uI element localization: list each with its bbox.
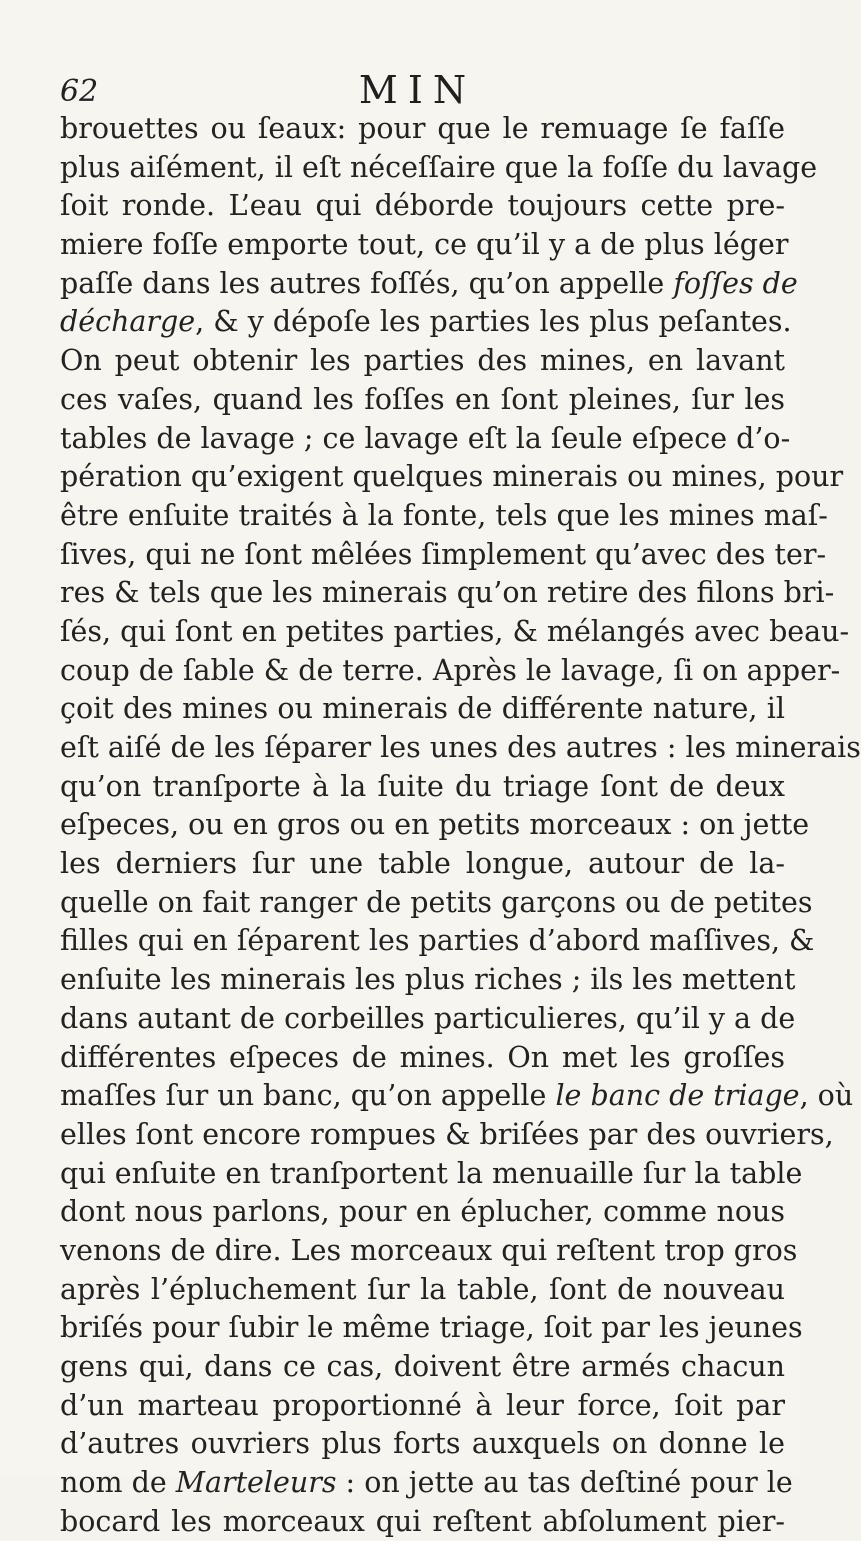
text-line: [60, 652, 841, 691]
text-line: [60, 1155, 803, 1194]
text-segment: pération qu’exigent quelques minerais ou mines, pour: [60, 460, 844, 494]
italic-term: le banc de triage: [555, 1079, 800, 1113]
text-line: [60, 381, 785, 420]
text-segment: quelle on fait ranger de petits garçons ou de petites: [60, 885, 813, 919]
text-line: [60, 536, 827, 575]
text-segment: paſſe dans les autres foſſés, qu’on appelle: [60, 266, 674, 300]
text-line: [60, 1271, 785, 1310]
text-segment: ſoit ronde. L’eau qui déborde toujours cette pre-: [60, 189, 785, 223]
text-segment: eſpeces, ou en gros ou en petits morceaux : on jette: [60, 808, 810, 842]
text-segment: miere foſſe emporte tout, ce qu’il y a de plus léger: [60, 228, 789, 262]
running-head: MIN: [358, 68, 477, 112]
italic-term: Marteleurs: [175, 1466, 337, 1500]
text-segment: différentes eſpeces de mines. On met les groſſes: [60, 1040, 785, 1074]
text-segment: maſſes ſur un banc, qu’on appelle: [60, 1079, 556, 1113]
text-line: [60, 226, 789, 265]
text-line: [60, 149, 818, 188]
text-segment: enſuite les minerais les plus riches ; ils les mettent: [60, 963, 796, 997]
text-line: [60, 1077, 854, 1116]
text-segment: brouettes ou ſeaux: pour que le remuage ſe faſſe: [60, 112, 785, 145]
text-segment: dans autant de corbeilles particulieres, qu’il y a de: [60, 1001, 796, 1035]
text-line: [60, 1309, 803, 1348]
text-segment: d’un marteau proportionné à leur force, ſoit par: [60, 1388, 785, 1422]
text-segment: elles ſont encore rompues & briſées par des ouvriers,: [60, 1117, 834, 1151]
text-line: [60, 1232, 798, 1271]
text-segment: bocard les morceaux qui reſtent abſolument pier-: [60, 1504, 785, 1538]
text-line: [60, 845, 785, 884]
text-segment: d’autres ouvriers plus forts auxquels on donne le: [60, 1427, 785, 1461]
text-line: [60, 420, 791, 459]
text-line: [60, 729, 861, 768]
text-line: [60, 884, 813, 923]
text-line: [60, 1348, 785, 1387]
text-line: [60, 922, 815, 961]
text-segment: plus aiſément, il eſt néceſſaire que la foſſe du lavage: [60, 150, 818, 184]
text-segment: dont nous parlons, pour en éplucher, comme nous: [60, 1195, 785, 1229]
text-line: [60, 1464, 793, 1503]
text-segment: gens qui, dans ce cas, doivent être armés chacun: [60, 1350, 785, 1383]
text-line: [60, 1425, 785, 1464]
text-line: [60, 1116, 834, 1155]
text-line: [60, 768, 785, 807]
body-text: [60, 110, 861, 1541]
text-line: [60, 342, 785, 381]
page-number: 62: [60, 74, 99, 109]
text-segment: qu’on tranſporte à la ſuite du triage ſont de deux: [60, 769, 785, 803]
text-line: [60, 187, 785, 226]
text-segment: après l’épluchement ſur la table, ſont de nouveau: [60, 1272, 785, 1306]
text-segment: : on jette au tas deſtiné pour le: [336, 1466, 793, 1500]
text-line: [60, 458, 844, 497]
text-segment: nom de: [60, 1466, 176, 1500]
text-segment: On peut obtenir les parties des mines, en lavant: [60, 344, 785, 378]
text-segment: les derniers ſur une table longue, autour de la-: [60, 847, 785, 881]
text-segment: , & y dépoſe les parties les plus peſantes.: [195, 305, 792, 339]
text-line: [60, 574, 835, 613]
text-line: [60, 1387, 785, 1426]
text-segment: coup de ſable & de terre. Après le lavage, ſi on apper-: [60, 653, 841, 687]
text-segment: briſés pour ſubir le même triage, ſoit par les jeunes: [60, 1311, 803, 1345]
text-line: [60, 110, 785, 149]
text-segment: ſives, qui ne ſont mêlées ſimplement qu’avec des ter-: [60, 537, 827, 571]
text-line: [60, 1000, 796, 1039]
text-segment: qui enſuite en tranſportent la menuaille ſur la table: [60, 1156, 803, 1190]
page-header: [60, 68, 775, 116]
text-segment: filles qui en ſéparent les parties d’abord maſſives, &: [60, 924, 815, 958]
italic-term: foſſes de: [673, 266, 798, 300]
text-segment: venons de dire. Les morceaux qui reſtent trop gros: [60, 1233, 798, 1267]
text-segment: res & tels que les minerais qu’on retire des filons bri-: [60, 576, 835, 610]
text-segment: , où: [799, 1079, 854, 1113]
text-segment: eſt aiſé de les ſéparer les unes des autres : les minerais: [60, 731, 861, 764]
italic-term: décharge: [60, 305, 196, 339]
text-line: [60, 961, 796, 1000]
text-line: [60, 690, 785, 729]
text-line: [60, 1193, 785, 1232]
text-segment: être enſuite traités à la fonte, tels que les mines maſ-: [60, 498, 828, 532]
text-segment: ces vaſes, quand les foſſes en ſont pleines, ſur les: [60, 382, 785, 416]
text-line: [60, 303, 792, 342]
text-line: [60, 497, 828, 536]
text-line: [60, 613, 850, 652]
text-segment: ſés, qui ſont en petites parties, & mélangés avec beau-: [60, 614, 850, 648]
text-segment: çoit des mines ou minerais de différente nature, il: [60, 692, 785, 726]
text-line: [60, 1503, 785, 1541]
text-line: [60, 265, 798, 304]
text-segment: tables de lavage ; ce lavage eſt la ſeule eſpece d’o-: [60, 421, 791, 455]
text-line: [60, 1039, 785, 1078]
text-line: [60, 806, 810, 845]
